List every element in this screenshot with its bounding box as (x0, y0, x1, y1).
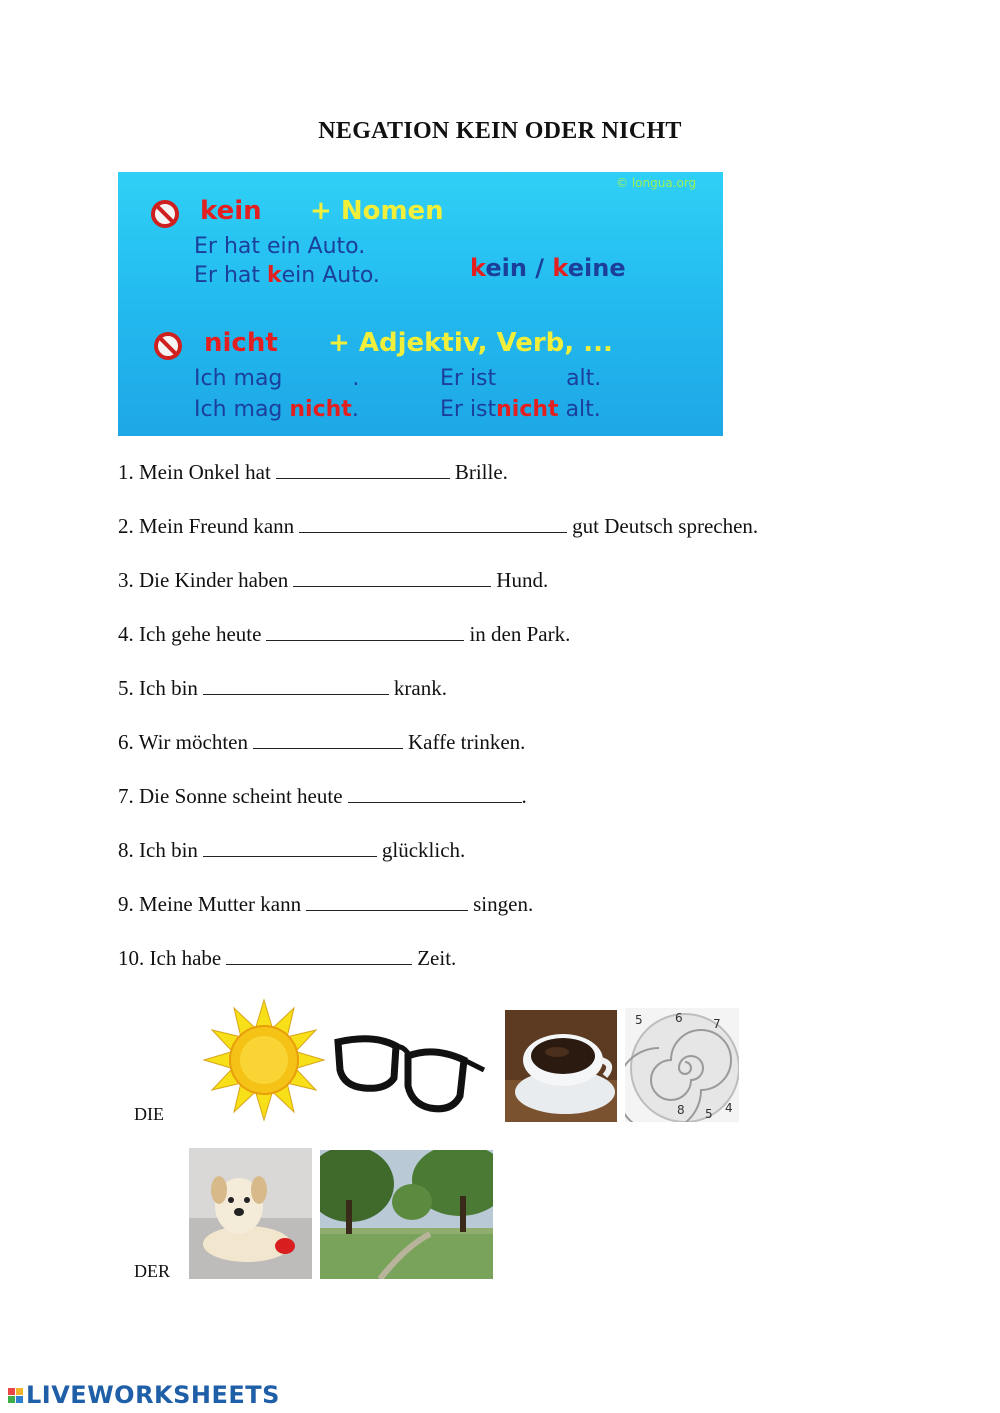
park-image (320, 1150, 493, 1279)
spiral-clock-image (625, 1008, 739, 1122)
nicht-rule: + Adjektiv, Verb, ... (328, 328, 613, 358)
coffee-cup-image (505, 1010, 617, 1122)
svg-text:5: 5 (635, 1013, 643, 1027)
dog-image (189, 1148, 312, 1279)
answer-blank[interactable] (293, 568, 491, 587)
exercise-item: 9. Meine Mutter kann singen. (118, 892, 534, 916)
page-title: NEGATION KEIN ODER NICHT (318, 118, 682, 144)
exercise-item: 7. Die Sonne scheint heute . (118, 784, 527, 808)
answer-blank[interactable] (226, 946, 412, 965)
answer-blank[interactable] (253, 730, 403, 749)
answer-blank[interactable] (266, 622, 464, 641)
liveworksheets-logo[interactable] (8, 1381, 280, 1409)
article-label-die: DIE (134, 1104, 164, 1124)
answer-blank[interactable] (276, 460, 450, 479)
banner-copyright: © longua.org (616, 176, 697, 190)
svg-text:6: 6 (675, 1011, 683, 1025)
exercise-item: 8. Ich bin glücklich. (118, 838, 466, 862)
nicht-example-1b: Er ist alt. (440, 366, 602, 391)
answer-blank[interactable] (299, 514, 567, 533)
article-label-der: DER (134, 1261, 170, 1281)
grammar-banner (118, 172, 723, 436)
answer-blank[interactable] (348, 784, 522, 803)
exercise-item: 5. Ich bin krank. (118, 676, 447, 700)
glasses-image (334, 1030, 486, 1118)
exercise-item: 6. Wir möchten Kaffe trinken. (118, 730, 526, 754)
answer-blank[interactable] (306, 892, 468, 911)
nicht-example-2b: Er istnicht alt. (440, 397, 601, 422)
exercise-item: 3. Die Kinder haben Hund. (118, 568, 549, 592)
kein-forms: kein / keine (470, 254, 626, 282)
logo-icon (8, 1388, 23, 1403)
footer-brand: LIVEWORKSHEETS (26, 1381, 280, 1409)
svg-text:8: 8 (677, 1103, 685, 1117)
nicht-heading: nicht (204, 328, 278, 358)
nicht-example-2a: Ich mag nicht. (194, 397, 359, 422)
svg-text:7: 7 (713, 1017, 721, 1031)
kein-example-1: Er hat ein Auto. (194, 234, 366, 259)
prohibition-icon (151, 200, 179, 228)
exercise-item: 10. Ich habe Zeit. (118, 946, 457, 970)
answer-blank[interactable] (203, 838, 377, 857)
svg-text:4: 4 (725, 1101, 733, 1115)
svg-text:5: 5 (705, 1107, 713, 1121)
sun-image (196, 998, 332, 1122)
nicht-example-1a: Ich mag . (194, 366, 360, 391)
kein-heading: kein (200, 196, 262, 226)
exercise-item: 4. Ich gehe heute in den Park. (118, 622, 571, 646)
kein-example-2: Er hat kein Auto. (194, 263, 380, 288)
exercise-item: 2. Mein Freund kann gut Deutsch sprechen. (118, 514, 759, 538)
kein-rule: + Nomen (310, 196, 444, 226)
exercise-item: 1. Mein Onkel hat Brille. (118, 460, 508, 484)
answer-blank[interactable] (203, 676, 389, 695)
prohibition-icon (154, 332, 182, 360)
